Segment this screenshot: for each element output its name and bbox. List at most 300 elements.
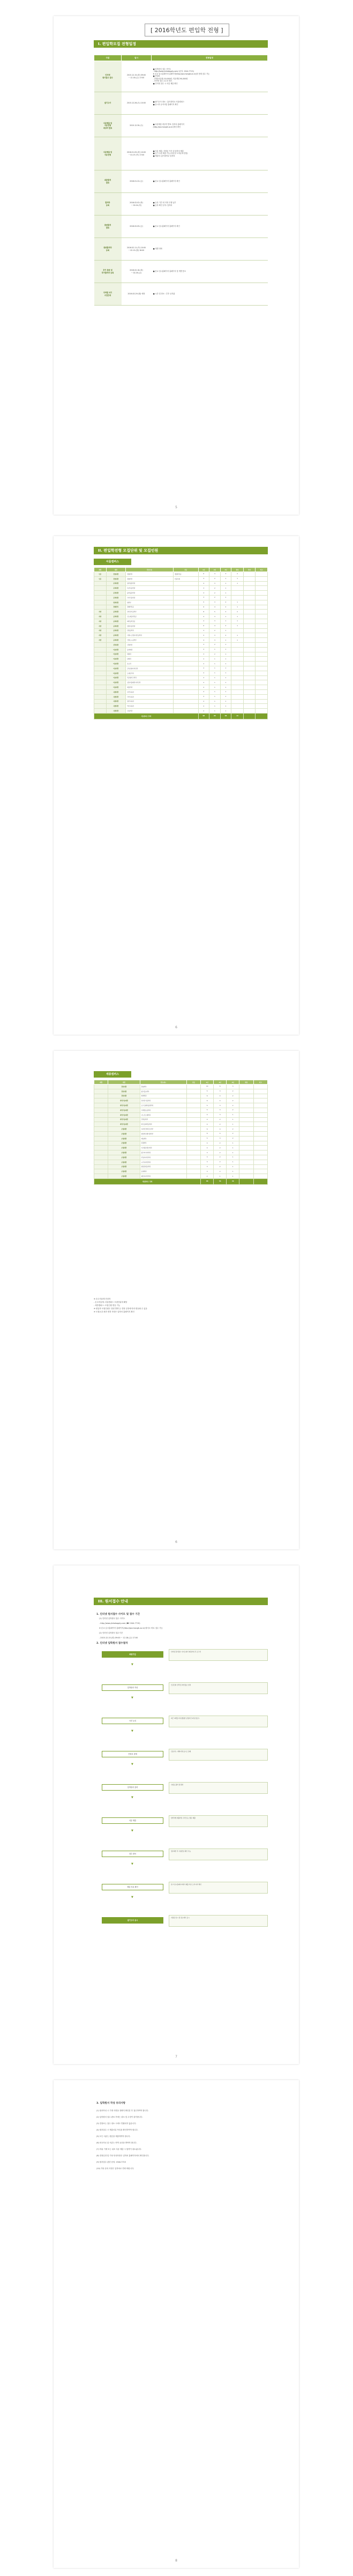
table-cell: 공과대학 <box>106 619 126 623</box>
guideline-item: (2) 입학원서 접수 완료 후에는 취소 및 수정이 불가합니다. <box>96 2116 143 2118</box>
table-cell <box>231 652 244 657</box>
table-cell <box>174 680 199 685</box>
table-cell: 1 <box>220 699 231 704</box>
table-cell <box>256 642 268 647</box>
table-row <box>94 1160 268 1164</box>
table-cell: 2 <box>227 1094 239 1098</box>
table-row <box>94 704 268 709</box>
table-cell <box>94 657 107 662</box>
table-cell: 자연 <box>94 614 107 619</box>
total-cell: 56 <box>214 1178 227 1184</box>
table-cell <box>186 1089 200 1094</box>
flow-step-description: 인터넷 원서접수 사이트에서 회원가입 후 로그인 <box>169 1649 268 1661</box>
table-cell: 2 <box>209 628 221 633</box>
table-cell: 3 <box>214 1136 227 1141</box>
table-cell: 독어독문학과 <box>126 586 174 591</box>
table-cell: 2 <box>227 1103 239 1108</box>
table-cell <box>94 591 107 596</box>
flow-step: 서류 제출 <box>102 1817 163 1824</box>
table-cell: 조형대학 <box>108 1160 140 1164</box>
table-row <box>94 576 268 581</box>
table-cell: 인문 <box>94 572 107 577</box>
table-cell: 인문사회 <box>174 576 199 581</box>
table-cell: 3 <box>220 572 231 577</box>
table-cell: 과학기술대학 <box>108 1117 140 1122</box>
table-cell <box>243 694 256 699</box>
table-cell: 2 <box>198 704 209 709</box>
table-cell <box>256 610 268 614</box>
table-row <box>94 283 268 306</box>
info-line: - http://www.jinhakapply.com (☎ 1544-7715) <box>99 1622 140 1624</box>
column-header: 2년 <box>209 568 221 572</box>
table-cell <box>94 709 107 714</box>
table-cell <box>243 671 256 675</box>
table-cell: 조형대학 <box>108 1146 140 1150</box>
table-cell <box>253 1141 267 1146</box>
table-cell: 1 <box>220 576 231 581</box>
table-cell: 2 <box>227 1089 239 1094</box>
table-cell: 산업공학과 <box>126 628 174 633</box>
table-cell: 경영학전공 <box>174 572 199 577</box>
table-row <box>94 170 268 193</box>
table-cell: 1 <box>220 586 231 591</box>
table-cell: 과학기술대학 <box>108 1103 140 1108</box>
table-cell: 4 <box>209 605 221 610</box>
page-number: 6 <box>175 1026 177 1029</box>
section-heading-schedule: I. 편입학모집 전형일정 <box>94 40 268 48</box>
table-cell: 과학기술대학 <box>108 1112 140 1117</box>
table-cell: 과학기술대학 <box>108 1098 140 1103</box>
column-header: 3년 <box>227 1080 239 1085</box>
table-cell <box>243 662 256 666</box>
table-cell: 2 <box>198 689 209 694</box>
table-cell: 광고미디어학과 <box>140 1150 186 1155</box>
table-row <box>94 605 268 610</box>
table-cell <box>253 1174 267 1179</box>
table-cell <box>231 666 244 671</box>
table-cell: 1 <box>209 709 221 714</box>
table-cell <box>186 1122 200 1127</box>
table-cell <box>239 1141 253 1146</box>
arrow-down-icon: ▼ <box>131 1763 133 1766</box>
table-cell: 1 <box>220 675 231 680</box>
table-row <box>94 193 268 216</box>
guideline-item: (9) 원서접수 관련 문의: 1544-7715 <box>96 2161 126 2163</box>
subsection-heading: 2. 인터넷 입학원서 접수절차 <box>96 1642 128 1645</box>
schedule-item-name: 필기고사 <box>94 92 122 115</box>
table-cell <box>239 1094 253 1098</box>
table-cell: 1 <box>220 657 231 662</box>
table-cell: 1 <box>227 1155 239 1160</box>
table-cell <box>256 619 268 623</box>
table-cell <box>186 1131 200 1136</box>
table-cell: 2 <box>198 680 209 685</box>
table-cell: 2 <box>231 610 244 614</box>
table-cell: 자연 <box>94 638 107 643</box>
schedule-item-date: 2016.02.05.(금) <box>122 216 152 238</box>
table-cell <box>186 1155 200 1160</box>
table-cell: 자연 <box>94 619 107 623</box>
table-cell <box>231 694 244 699</box>
table-cell: 1 <box>227 1146 239 1150</box>
table-cell: 2 <box>198 709 209 714</box>
table-cell: 영상콘텐츠학과 <box>140 1164 186 1169</box>
table-cell: 1 <box>220 647 231 652</box>
table-cell <box>174 638 199 643</box>
table-cell <box>256 689 268 694</box>
table-cell: 디자인컨버전스학부 <box>140 1127 186 1132</box>
table-cell <box>94 685 107 690</box>
schedule-item-date: 2016.01.22.(금) <box>122 170 152 193</box>
table-cell <box>174 633 199 638</box>
table-cell <box>94 1141 108 1146</box>
table-cell <box>253 1164 267 1169</box>
table-cell <box>94 680 107 685</box>
table-cell: 1 <box>220 638 231 643</box>
flow-step: 사진 등록 <box>102 1718 163 1724</box>
table-cell <box>174 614 199 619</box>
table-cell <box>94 595 107 600</box>
flow-step-description: 접수확인 후 수험번호 확인 가능 <box>169 1849 268 1860</box>
schedule-item-details: ■ 시간 및 장소 : 추후 공지됨 <box>152 283 268 306</box>
table-cell <box>186 1136 200 1141</box>
table-cell <box>186 1085 200 1089</box>
schedule-item-name: 충원합격자 등록 <box>94 238 122 261</box>
table-cell: 2 <box>198 662 209 666</box>
table-cell <box>253 1127 267 1132</box>
flow-step: 전형료 결제 <box>102 1751 163 1757</box>
table-cell: 10 <box>201 1085 214 1089</box>
table-cell <box>94 1146 108 1150</box>
table-cell: 5 <box>201 1103 214 1108</box>
column-header: 계열 <box>94 1080 108 1085</box>
table-cell: 회계학과 <box>140 1094 186 1098</box>
table-cell: 공예학과 <box>140 1169 186 1174</box>
table-cell: 회화과 <box>126 652 174 657</box>
table-cell: 3 <box>209 638 221 643</box>
table-cell <box>231 704 244 709</box>
table-cell <box>239 1127 253 1132</box>
table-cell <box>94 600 107 605</box>
table-cell: 2 <box>209 595 221 600</box>
table-cell <box>239 1117 253 1122</box>
table-cell: 과학기술대학 <box>108 1122 140 1127</box>
table-cell: 2 <box>198 685 209 690</box>
table-cell <box>186 1108 200 1112</box>
arrow-down-icon: ▼ <box>131 1663 133 1666</box>
table-cell: 4 <box>198 619 209 623</box>
table-cell: 3 <box>201 1155 214 1160</box>
table-row <box>94 647 268 652</box>
column-header: 3년 <box>220 568 231 572</box>
table-cell <box>174 591 199 596</box>
table-cell: 3 <box>201 1169 214 1174</box>
guideline-item: (3) 전형료는 접수 취소 시에도 반환되지 않습니다. <box>96 2122 137 2125</box>
table-row <box>94 652 268 657</box>
guideline-item: (5) 모든 서류는 원본을 제출하여야 합니다. <box>96 2135 131 2137</box>
table-cell: 조형대학 <box>108 1136 140 1141</box>
table-cell <box>231 647 244 652</box>
total-cell <box>243 713 256 719</box>
guideline-item: (6) 외국어로 된 서류는 번역 공증을 받아야 합니다. <box>96 2142 137 2144</box>
table-row <box>94 680 268 685</box>
table-row <box>94 1136 268 1141</box>
table-cell: 1 <box>227 1174 239 1179</box>
schedule-item-name: 최종합격 발표 <box>94 170 122 193</box>
table-row <box>94 638 268 643</box>
guideline-item: (8) 전형일정 및 기타 안내사항은 입학처 홈페이지에서 확인합니다. <box>96 2155 149 2157</box>
table-cell: 4 <box>201 1112 214 1117</box>
table-cell <box>256 605 268 610</box>
note-line: - 순수미술계: 서울캠퍼스 모집단위에 해당 <box>94 1301 127 1303</box>
table-cell <box>253 1094 267 1098</box>
campus-label: 세종캠퍼스 <box>94 1071 131 1078</box>
table-cell: 공과대학 <box>106 633 126 638</box>
table-cell: 공과대학 <box>106 628 126 633</box>
table-cell: 1 <box>220 614 231 619</box>
table-cell: 신소재공학전공 <box>126 614 174 619</box>
table-cell: 조소과 <box>126 662 174 666</box>
table-cell: 조형대학 <box>108 1169 140 1174</box>
table-cell <box>239 1131 253 1136</box>
column-header: 편입 <box>239 1080 253 1085</box>
table-cell: 1 <box>209 704 221 709</box>
table-cell <box>243 572 256 577</box>
table-cell: 기계정보공학과 <box>140 1108 186 1112</box>
table-cell <box>256 614 268 619</box>
table-row <box>94 1117 268 1122</box>
table-row <box>94 238 268 261</box>
table-cell: 6 <box>198 623 209 628</box>
table-cell: 5 <box>209 610 221 614</box>
table-cell <box>256 633 268 638</box>
table-cell: 경영대학 <box>106 572 126 577</box>
table-cell: 2 <box>227 1131 239 1136</box>
table-cell <box>243 586 256 591</box>
table-cell <box>239 1155 253 1160</box>
column-header: 1년 <box>198 568 209 572</box>
table-cell: 소프트웨어융합학과 <box>140 1103 186 1108</box>
table-cell: 4 <box>214 1098 227 1103</box>
table-cell <box>256 628 268 633</box>
guideline-item: (10) 기타 문의 사항은 입학처로 연락 바랍니다. <box>96 2167 134 2170</box>
table-cell: 1 <box>231 638 244 643</box>
table-cell: 경영학부 <box>126 572 174 577</box>
table-row <box>94 1094 268 1098</box>
flow-step-description: 본교 입시홈페이지에서 제출 서류 도착 여부 확인 <box>169 1882 268 1894</box>
table-cell <box>239 1136 253 1141</box>
table-cell: 1 <box>231 619 244 623</box>
table-cell <box>256 704 268 709</box>
column-header: 학부(과) <box>140 1080 186 1085</box>
table-cell <box>256 572 268 577</box>
table-cell <box>239 1085 253 1089</box>
table-cell: 조형대학 <box>108 1150 140 1155</box>
table-cell: 전자전기공학과 <box>140 1098 186 1103</box>
flow-step-description: 신용카드, 계좌이체 등으로 결제 <box>169 1749 268 1761</box>
table-cell <box>256 666 268 671</box>
table-cell <box>186 1160 200 1164</box>
table-cell: 1 <box>214 1174 227 1179</box>
column-header: 학사 <box>243 568 256 572</box>
table-cell <box>94 662 107 666</box>
table-cell: 5 <box>201 1136 214 1141</box>
table-cell: 5 <box>201 1108 214 1112</box>
table-cell <box>239 1098 253 1103</box>
table-cell: 자연 <box>94 628 107 633</box>
table-row <box>94 614 268 619</box>
column-header: 대학 <box>106 568 126 572</box>
table-cell: 1 <box>220 581 231 586</box>
table-cell: 4 <box>214 1127 227 1132</box>
table-cell: 1 <box>220 689 231 694</box>
table-row <box>94 1174 268 1179</box>
table-cell: 영상애니메이션학부 <box>140 1131 186 1136</box>
note-line: - 세종캠퍼스: 모집인원 변동 가능 <box>94 1304 121 1306</box>
table-row <box>94 623 268 628</box>
table-cell <box>174 600 199 605</box>
table-cell: 2 <box>227 1108 239 1112</box>
table-cell: 1 <box>231 614 244 619</box>
schedule-item-details: ■ 필기고사 장소 : 홍익대학교 서울캠퍼스 ■ 응시자 유의사항 홈페이지 확인 <box>152 92 268 115</box>
table-cell: 게임학부 <box>140 1136 186 1141</box>
table-cell: 1 <box>231 581 244 586</box>
table-cell: 법과대학 <box>106 600 126 605</box>
section-heading-quota: II. 편입학전형 모집단위 및 모집인원 <box>94 547 268 554</box>
flow-step: 제출 서류 확인 <box>102 1884 163 1890</box>
flow-step-description: 모집단위 선택 및 개인정보 입력 <box>169 1682 268 1694</box>
table-row <box>94 657 268 662</box>
table-cell: 2 <box>198 647 209 652</box>
table-cell: 2 <box>227 1136 239 1141</box>
table-cell: 문과대학 <box>106 595 126 600</box>
table-cell <box>94 1117 108 1122</box>
table-cell <box>243 666 256 671</box>
table-cell: 섬유미술패션디자인과 <box>126 680 174 685</box>
table-cell <box>243 614 256 619</box>
table-cell: 광고홍보학부 <box>140 1089 186 1094</box>
table-cell: 사범대학 <box>106 689 126 694</box>
table-row <box>94 600 268 605</box>
table-cell <box>243 680 256 685</box>
table-cell: 2 <box>198 657 209 662</box>
table-cell <box>243 633 256 638</box>
table-cell: 1 <box>231 605 244 610</box>
table-cell <box>243 628 256 633</box>
table-cell: 2 <box>198 671 209 675</box>
table-cell <box>243 638 256 643</box>
table-cell <box>231 680 244 685</box>
table-cell <box>256 709 268 714</box>
total-row <box>94 713 268 719</box>
table-cell <box>231 662 244 666</box>
table-cell: 6 <box>201 1131 214 1136</box>
table-cell <box>239 1112 253 1117</box>
page-number: 7 <box>175 2055 177 2059</box>
schedule-item-details: ■ 본교 입시홈페이지 홈페이지 확인 <box>152 170 268 193</box>
table-cell <box>186 1146 200 1150</box>
table-row <box>94 699 268 704</box>
table-cell <box>231 709 244 714</box>
table-row <box>94 1108 268 1112</box>
column-header: 2년 <box>214 1080 227 1085</box>
table-cell <box>94 1136 108 1141</box>
table-cell: 미술대학 <box>106 647 126 652</box>
table-cell: 6 <box>201 1127 214 1132</box>
table-cell: 2 <box>198 694 209 699</box>
table-cell: 디지털콘텐츠학과 <box>140 1146 186 1150</box>
seoul-quota-table <box>94 567 268 719</box>
table-cell <box>174 685 199 690</box>
arrow-down-icon: ▼ <box>131 1796 133 1799</box>
table-row <box>94 1141 268 1146</box>
table-cell: 미술대학 <box>106 652 126 657</box>
table-cell <box>239 1108 253 1112</box>
note-line: ※ 편입학 모집인원은 결원 발생 등 전형 일정에 따라 변동될 수 있음 <box>94 1308 147 1310</box>
table-cell <box>256 581 268 586</box>
table-cell: 4 <box>198 638 209 643</box>
table-cell: 시각디자인학과 <box>140 1160 186 1164</box>
table-cell: 역사교육과 <box>126 704 174 709</box>
table-cell: 기계시스템디자인공학과 <box>126 633 174 638</box>
table-cell: 2 <box>220 623 231 628</box>
flow-step-description: 최근 3개월 이내 촬영한 증명사진 파일 업로드 <box>169 1716 268 1727</box>
table-cell <box>243 591 256 596</box>
table-cell <box>174 619 199 623</box>
table-cell <box>253 1131 267 1136</box>
table-cell <box>243 600 256 605</box>
table-cell <box>186 1150 200 1155</box>
schedule-item-date: 2015.12.15.(화) 09:00 ~ 12.18.(금) 17:00 <box>122 61 152 92</box>
table-cell <box>231 699 244 704</box>
table-cell: 1 <box>220 628 231 633</box>
table-cell: 건축대학 <box>106 642 126 647</box>
table-cell: 1 <box>220 619 231 623</box>
table-cell: 경상대학 <box>108 1085 140 1089</box>
table-header: 일시 <box>122 55 152 61</box>
table-cell: 3 <box>214 1108 227 1112</box>
table-cell <box>243 647 256 652</box>
table-cell: 교육학과 <box>126 709 174 714</box>
table-cell <box>94 605 107 610</box>
table-cell: 자연 <box>94 633 107 638</box>
table-row <box>94 1122 268 1127</box>
table-cell <box>174 666 199 671</box>
table-cell <box>243 709 256 714</box>
table-row <box>94 619 268 623</box>
table-cell <box>174 628 199 633</box>
total-cell: 65 <box>209 713 221 719</box>
table-cell <box>243 619 256 623</box>
table-cell: 2 <box>209 586 221 591</box>
table-cell: 금속조형디자인과 <box>126 666 174 671</box>
table-cell <box>174 662 199 666</box>
table-row <box>94 633 268 638</box>
table-cell <box>174 709 199 714</box>
schedule-item-date: 2016.02.16.(화) ~ 02.26.(금) <box>122 261 152 283</box>
table-row <box>94 709 268 714</box>
table-cell <box>253 1089 267 1094</box>
table-cell: 공과대학 <box>106 610 126 614</box>
table-cell <box>253 1108 267 1112</box>
table-row <box>94 1089 268 1094</box>
table-cell: 4 <box>201 1122 214 1127</box>
total-cell <box>239 1178 253 1184</box>
table-cell <box>186 1117 200 1122</box>
table-cell <box>231 591 244 596</box>
table-cell <box>231 675 244 680</box>
table-cell <box>94 1150 108 1155</box>
